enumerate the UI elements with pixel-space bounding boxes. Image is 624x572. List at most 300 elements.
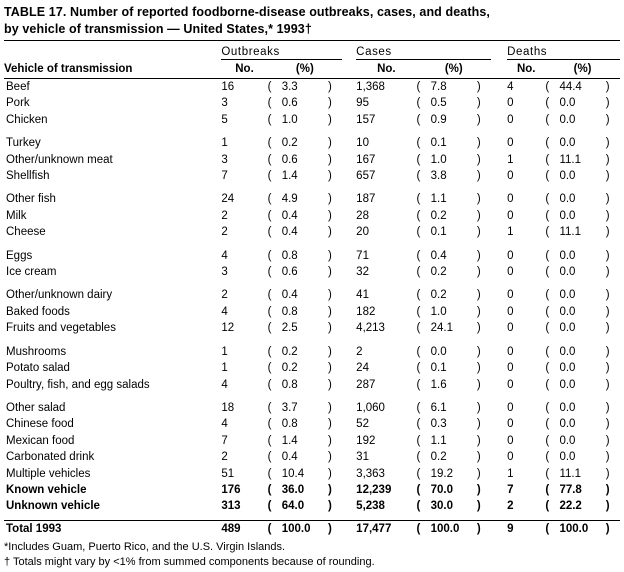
cell-cases-paren-close: ) [476, 113, 481, 126]
cell-outbreaks-paren-open: ( [267, 305, 272, 318]
cell-cases-paren-close: ) [476, 226, 481, 239]
cell-cases-no: 10 [356, 137, 369, 150]
row-spacer-cell [4, 184, 620, 191]
cell-deaths-no: 1 [507, 467, 514, 480]
cell-deaths-paren-open: ( [545, 170, 550, 183]
cell-outbreaks-pct: 0.4 [281, 451, 298, 464]
cell-outbreaks-paren-close: ) [328, 451, 332, 464]
cell-gap-1 [342, 360, 356, 376]
cell-cases-no: 187 [356, 193, 376, 206]
table-row [4, 135, 620, 151]
cell-gap-1 [342, 482, 356, 498]
cell-cases-no: 52 [356, 418, 369, 431]
cell-deaths-paren-open: ( [545, 418, 550, 431]
group-header-row [4, 41, 620, 60]
cell-cases-no: 12,239 [356, 483, 392, 496]
cell-cases-no: 17,477 [356, 520, 416, 537]
cell-cases-paren-open: ( [416, 170, 421, 183]
cell-deaths-paren-open: ( [545, 289, 550, 302]
cell-deaths-no: 0 [507, 266, 514, 279]
cell-deaths-no: 9 [507, 520, 545, 537]
column-header-vehicle: Vehicle of transmission [4, 60, 221, 79]
cell-deaths-no: 0 [507, 170, 514, 183]
cell-deaths-no: 0 [507, 305, 514, 318]
cell-outbreaks-no: 2 [221, 451, 228, 464]
cell-deaths-pct: 0.0 [559, 113, 576, 126]
cell-outbreaks-paren-open: ( [267, 226, 272, 239]
cell-vehicle: Other/unknown dairy [6, 289, 113, 302]
cell-deaths-no: 0 [507, 113, 514, 126]
table-row [4, 498, 620, 514]
cell-cases-paren-open: ( [416, 305, 421, 318]
cell-cases-paren-open: ( [416, 345, 421, 358]
table-row [4, 377, 620, 393]
cell-cases-no: 1,368 [356, 81, 385, 93]
cell-outbreaks-no: 3 [221, 97, 228, 110]
cell-outbreaks-paren-close: ) [328, 249, 332, 262]
column-header-cases-pad [417, 60, 431, 79]
cell-outbreaks-paren-close: ) [328, 137, 332, 150]
cell-deaths-paren-open: ( [545, 401, 550, 414]
cell-deaths-paren-open: ( [545, 113, 550, 126]
cell-deaths-pct: 0.0 [559, 97, 576, 110]
cell-vehicle: Chicken [6, 113, 48, 126]
cell-outbreaks-no: 51 [221, 467, 235, 480]
cell-cases-paren-close: ) [476, 266, 481, 279]
cell-outbreaks-paren-open: ( [267, 209, 272, 222]
cell-deaths-pct: 0.0 [559, 305, 576, 318]
cell-outbreaks-pct: 0.4 [281, 209, 298, 222]
cell-outbreaks-paren-open: ( [267, 266, 272, 279]
cell-outbreaks-paren-close: ) [328, 289, 332, 302]
cell-outbreaks-paren-close: ) [328, 378, 332, 391]
cell-deaths-paren-close: ) [605, 137, 610, 150]
cell-deaths-paren-open: ( [545, 500, 550, 513]
cell-cases-no: 157 [356, 113, 376, 126]
cell-outbreaks-no: 4 [221, 305, 228, 318]
cell-gap-1 [342, 112, 356, 128]
cell-gap-1 [342, 248, 356, 264]
table-row [4, 416, 620, 432]
cell-gap-2 [491, 466, 507, 482]
cell-gap-2 [491, 112, 507, 128]
cell-cases-paren-open: ( [416, 322, 421, 335]
cell-cases-paren-close: ) [476, 289, 481, 302]
cell-outbreaks-pct: 1.4 [281, 434, 298, 447]
cell-outbreaks-paren-close: ) [328, 170, 332, 183]
cell-outbreaks-paren-open: ( [267, 137, 272, 150]
cell-cases-pct: 0.2 [430, 266, 447, 279]
cell-cases-paren-open: ( [416, 113, 421, 126]
cell-deaths-paren-close: ) [605, 97, 610, 110]
cell-gap-1 [342, 433, 356, 449]
cell-deaths-paren-open: ( [545, 209, 550, 222]
cell-outbreaks-no: 7 [221, 170, 228, 183]
cell-cases-no: 1,060 [356, 401, 385, 414]
cell-cases-no: 167 [356, 153, 376, 166]
row-spacer [4, 184, 620, 191]
cell-outbreaks-paren-open: ( [267, 500, 272, 513]
cell-vehicle: Baked foods [6, 305, 70, 318]
cell-outbreaks-paren-open: ( [267, 451, 272, 464]
cell-deaths-pct: 0.0 [559, 170, 576, 183]
cell-deaths-no: 4 [507, 81, 514, 93]
cell-outbreaks-no: 5 [221, 113, 228, 126]
group-header-outbreaks [221, 41, 342, 60]
cell-vehicle: Poultry, fish, and egg salads [6, 378, 150, 391]
cell-cases-paren-close: ) [476, 401, 481, 414]
cell-cases-pct: 1.6 [430, 378, 447, 391]
cell-cases-pct: 70.0 [430, 483, 454, 496]
cell-deaths-paren-close: ) [605, 113, 610, 126]
cell-outbreaks-paren-close: ) [328, 362, 332, 375]
cell-cases-pct: 0.1 [430, 362, 447, 375]
cell-cases-paren-open: ( [416, 226, 421, 239]
cell-deaths-no: 0 [507, 209, 514, 222]
cell-outbreaks-no: 4 [221, 418, 228, 431]
cell-deaths-paren-close: ) [605, 434, 610, 447]
cell-outbreaks-no: 2 [221, 226, 228, 239]
table-total-row [4, 520, 620, 537]
cell-deaths-paren-open: ( [545, 378, 550, 391]
cell-outbreaks-paren-close: ) [328, 97, 332, 110]
cell-gap-2 [491, 248, 507, 264]
cell-outbreaks-paren-close: ) [328, 305, 332, 318]
cell-cases-paren-close: ) [476, 378, 481, 391]
cell-outbreaks-pct: 100.0 [282, 520, 328, 537]
cell-gap-1 [342, 208, 356, 224]
cell-outbreaks-paren-open: ( [267, 97, 272, 110]
cell-deaths-no: 0 [507, 418, 514, 431]
cell-vehicle: Cheese [6, 226, 46, 239]
group-gap-1 [342, 41, 356, 60]
cell-cases-paren-open: ( [416, 483, 421, 496]
cell-cases-paren-close: ) [476, 467, 481, 480]
cell-vehicle: Other salad [6, 401, 66, 414]
cell-cases-pct: 30.0 [430, 500, 454, 513]
cell-deaths-pct: 0.0 [559, 193, 576, 206]
cell-deaths-paren-open: ( [545, 305, 550, 318]
cell-cases-paren-close: ) [476, 81, 481, 93]
cell-deaths-paren-close: ) [605, 305, 610, 318]
cell-vehicle: Mexican food [6, 434, 75, 447]
cell-outbreaks-no: 1 [221, 137, 228, 150]
cell-gap-1 [342, 520, 356, 537]
table-title-line1: TABLE 17. Number of reported foodborne-disease outbreaks, cases, and deaths, [4, 5, 490, 19]
cell-outbreaks-no: 176 [221, 483, 241, 496]
cell-deaths-pct: 0.0 [559, 451, 576, 464]
cell-gap-1 [342, 79, 356, 96]
cell-cases-paren-close: ) [476, 345, 481, 358]
cell-deaths-paren-open: ( [545, 81, 550, 93]
cell-cases-paren-open: ( [416, 289, 421, 302]
cell-cases-pct: 0.0 [430, 345, 447, 358]
cell-deaths-paren-close: ) [605, 483, 610, 496]
cell-outbreaks-pct: 36.0 [281, 483, 305, 496]
cell-gap-1 [342, 287, 356, 303]
cell-outbreaks-no: 18 [221, 401, 235, 414]
cell-outbreaks-pct: 2.5 [281, 322, 298, 335]
cell-outbreaks-no: 7 [221, 434, 228, 447]
cell-deaths-no: 0 [507, 362, 514, 375]
column-header-outbreaks-pad2 [328, 60, 342, 79]
cell-gap-1 [342, 304, 356, 320]
cell-outbreaks-paren-close: ) [328, 520, 342, 537]
cell-deaths-no: 2 [507, 500, 514, 513]
cell-gap-2 [491, 152, 507, 168]
cell-gap-2 [491, 320, 507, 336]
cell-cases-no: 657 [356, 170, 376, 183]
cell-cases-paren-close: ) [476, 193, 481, 206]
cell-gap-2 [491, 304, 507, 320]
outbreaks-table [4, 41, 620, 537]
cell-deaths-paren-close: ) [605, 362, 610, 375]
cell-outbreaks-paren-open: ( [267, 289, 272, 302]
cell-outbreaks-paren-open: ( [267, 418, 272, 431]
cell-vehicle: Pork [6, 97, 30, 110]
cell-outbreaks-paren-open: ( [267, 153, 272, 166]
column-header-outbreaks-pad [268, 60, 282, 79]
cell-cases-paren-open: ( [417, 520, 431, 537]
cell-vehicle: Mushrooms [6, 345, 67, 358]
cell-outbreaks-paren-close: ) [328, 266, 332, 279]
cell-gap-2 [491, 191, 507, 207]
footnotes [4, 537, 620, 570]
cell-cases-paren-close: ) [476, 209, 481, 222]
group-header-deaths-label: Deaths [507, 46, 620, 60]
cell-deaths-paren-close: ) [605, 81, 610, 93]
cell-cases-paren-open: ( [416, 467, 421, 480]
cell-outbreaks-paren-open: ( [267, 193, 272, 206]
cell-outbreaks-paren-close: ) [328, 209, 332, 222]
cell-deaths-paren-close: ) [605, 451, 610, 464]
cell-cases-paren-close: ) [476, 418, 481, 431]
cell-deaths-no: 1 [507, 153, 514, 166]
table-title-line2: by vehicle of transmission — United States,* 1993† [4, 22, 312, 36]
table-row [4, 466, 620, 482]
cell-outbreaks-paren-open: ( [267, 170, 272, 183]
cell-cases-pct: 1.1 [430, 434, 447, 447]
cell-deaths-no: 0 [507, 193, 514, 206]
cell-cases-pct: 1.1 [430, 193, 447, 206]
cell-cases-no: 31 [356, 451, 369, 464]
cell-gap-2 [491, 344, 507, 360]
cell-gap-1 [342, 264, 356, 280]
table-row [4, 344, 620, 360]
cell-outbreaks-pct: 3.7 [281, 401, 298, 414]
table-row [4, 152, 620, 168]
cell-outbreaks-paren-open: ( [267, 467, 272, 480]
cell-vehicle: Turkey [6, 137, 41, 150]
column-header-cases-pad2 [477, 60, 491, 79]
table-row [4, 224, 620, 240]
cell-outbreaks-pct: 0.4 [281, 289, 298, 302]
cell-deaths-paren-close: ) [605, 289, 610, 302]
cell-gap-1 [342, 95, 356, 111]
cell-outbreaks-pct: 1.4 [281, 170, 298, 183]
table-row [4, 264, 620, 280]
column-header-cases-pct: (%) [431, 60, 477, 79]
column-header-deaths-pad [545, 60, 559, 79]
cell-deaths-no: 0 [507, 289, 514, 302]
cell-gap-1 [342, 191, 356, 207]
cell-outbreaks-pct: 4.9 [281, 193, 298, 206]
cell-gap-1 [342, 449, 356, 465]
cell-deaths-paren-close: ) [605, 193, 610, 206]
cell-cases-paren-open: ( [416, 153, 421, 166]
cell-gap-2 [491, 208, 507, 224]
cell-cases-paren-close: ) [476, 97, 481, 110]
row-spacer [4, 280, 620, 287]
cell-cases-paren-open: ( [416, 434, 421, 447]
cell-outbreaks-pct: 0.8 [281, 305, 298, 318]
cell-deaths-paren-close: ) [605, 153, 610, 166]
cell-deaths-pct: 0.0 [559, 345, 576, 358]
cell-outbreaks-pct: 10.4 [281, 467, 305, 480]
cell-deaths-no: 0 [507, 322, 514, 335]
cell-outbreaks-paren-close: ) [328, 434, 332, 447]
cell-cases-pct: 24.1 [430, 322, 454, 335]
group-header-outbreaks-label: Outbreaks [221, 46, 342, 60]
cell-vehicle: Ice cream [6, 266, 57, 279]
cell-deaths-paren-open: ( [545, 483, 550, 496]
cell-cases-pct: 0.4 [430, 249, 447, 262]
row-spacer-cell [4, 393, 620, 400]
cell-deaths-pct: 11.1 [559, 226, 581, 239]
cell-cases-paren-open: ( [416, 500, 421, 513]
cell-cases-pct: 0.1 [430, 226, 447, 239]
cell-gap-1 [342, 320, 356, 336]
cell-cases-no: 182 [356, 305, 376, 318]
cell-outbreaks-paren-close: ) [328, 345, 332, 358]
cell-cases-paren-open: ( [416, 81, 421, 93]
group-header-deaths [507, 41, 620, 60]
column-header-cases-no: No. [356, 60, 416, 79]
cell-deaths-pct: 11.1 [559, 467, 581, 480]
cell-deaths-paren-close: ) [605, 378, 610, 391]
cell-outbreaks-paren-open: ( [267, 434, 272, 447]
cell-gap-2 [491, 224, 507, 240]
cell-deaths-paren-close: ) [605, 170, 610, 183]
cell-deaths-paren-close: ) [605, 266, 610, 279]
cell-cases-paren-open: ( [416, 266, 421, 279]
cell-deaths-paren-open: ( [545, 97, 550, 110]
group-header-cases [356, 41, 491, 60]
table-row [4, 168, 620, 184]
group-header-spacer [4, 41, 221, 60]
cell-vehicle: Milk [6, 209, 27, 222]
cell-outbreaks-no: 24 [221, 193, 235, 206]
cell-cases-pct: 100.0 [431, 520, 477, 537]
cell-outbreaks-pct: 0.8 [281, 418, 298, 431]
cell-deaths-pct: 0.0 [559, 209, 576, 222]
cell-cases-no: 287 [356, 378, 376, 391]
cell-outbreaks-pct: 0.4 [281, 226, 298, 239]
cell-outbreaks-no: 4 [221, 249, 228, 262]
cell-cases-paren-close: ) [476, 322, 481, 335]
cell-outbreaks-no: 1 [221, 345, 228, 358]
table-row [4, 433, 620, 449]
cell-outbreaks-paren-close: ) [328, 81, 332, 93]
cell-cases-paren-open: ( [416, 193, 421, 206]
cell-gap-1 [342, 416, 356, 432]
cell-outbreaks-no: 3 [221, 266, 228, 279]
cell-deaths-paren-close: ) [605, 345, 610, 358]
cell-deaths-paren-close: ) [605, 401, 610, 414]
cell-vehicle: Carbonated drink [6, 451, 95, 464]
cell-deaths-pct: 0.0 [559, 418, 576, 431]
cell-gap-1 [342, 400, 356, 416]
cell-deaths-pct: 77.8 [559, 483, 582, 496]
cell-cases-no: 2 [356, 345, 363, 358]
cell-outbreaks-no: 4 [221, 378, 228, 391]
cell-gap-1 [342, 344, 356, 360]
cell-vehicle: Multiple vehicles [6, 467, 91, 480]
row-spacer [4, 128, 620, 135]
cell-gap-2 [491, 79, 507, 96]
cell-outbreaks-paren-close: ) [328, 401, 332, 414]
cell-outbreaks-paren-close: ) [328, 483, 332, 496]
cell-deaths-no: 7 [507, 483, 514, 496]
cell-outbreaks-pct: 0.6 [281, 97, 298, 110]
table-row [4, 248, 620, 264]
cell-gap-2 [491, 433, 507, 449]
cell-deaths-paren-open: ( [545, 362, 550, 375]
cell-vehicle: Fruits and vegetables [6, 322, 116, 335]
cell-deaths-paren-close: ) [605, 467, 610, 480]
cell-outbreaks-paren-open: ( [267, 249, 272, 262]
cell-vehicle: Known vehicle [6, 483, 87, 496]
cell-gap-2 [491, 95, 507, 111]
cell-cases-paren-open: ( [416, 418, 421, 431]
table-row [4, 320, 620, 336]
row-spacer-cell [4, 337, 620, 344]
cell-cases-pct: 19.2 [430, 467, 454, 480]
cell-outbreaks-pct: 64.0 [281, 500, 305, 513]
cell-cases-paren-open: ( [416, 451, 421, 464]
cell-deaths-paren-open: ( [545, 520, 559, 537]
cell-deaths-paren-close: ) [605, 500, 610, 513]
table-row [4, 112, 620, 128]
cell-outbreaks-paren-close: ) [328, 467, 332, 480]
cell-deaths-paren-close: ) [605, 209, 610, 222]
cell-gap-1 [342, 466, 356, 482]
cell-deaths-paren-open: ( [545, 153, 550, 166]
cell-cases-paren-close: ) [476, 305, 481, 318]
cell-gap-2 [491, 360, 507, 376]
cell-deaths-pct: 0.0 [559, 289, 576, 302]
cell-cases-paren-close: ) [476, 137, 481, 150]
cell-cases-paren-open: ( [416, 378, 421, 391]
cell-outbreaks-no: 3 [221, 153, 228, 166]
cell-outbreaks-no: 1 [221, 362, 228, 375]
cell-cases-paren-close: ) [476, 500, 481, 513]
cell-outbreaks-paren-open: ( [267, 322, 272, 335]
cell-deaths-pct: 0.0 [559, 434, 576, 447]
cell-outbreaks-no: 16 [221, 81, 235, 93]
cell-cases-pct: 7.8 [430, 81, 447, 93]
row-spacer-cell [4, 241, 620, 248]
cell-cases-pct: 0.5 [430, 97, 447, 110]
cell-cases-no: 71 [356, 249, 369, 262]
cell-outbreaks-no: 489 [221, 520, 267, 537]
table-row [4, 449, 620, 465]
cell-cases-pct: 0.2 [430, 451, 447, 464]
cell-cases-paren-open: ( [416, 137, 421, 150]
cell-deaths-pct: 0.0 [559, 362, 576, 375]
table-row [4, 208, 620, 224]
column-header-deaths-no: No. [507, 60, 545, 79]
